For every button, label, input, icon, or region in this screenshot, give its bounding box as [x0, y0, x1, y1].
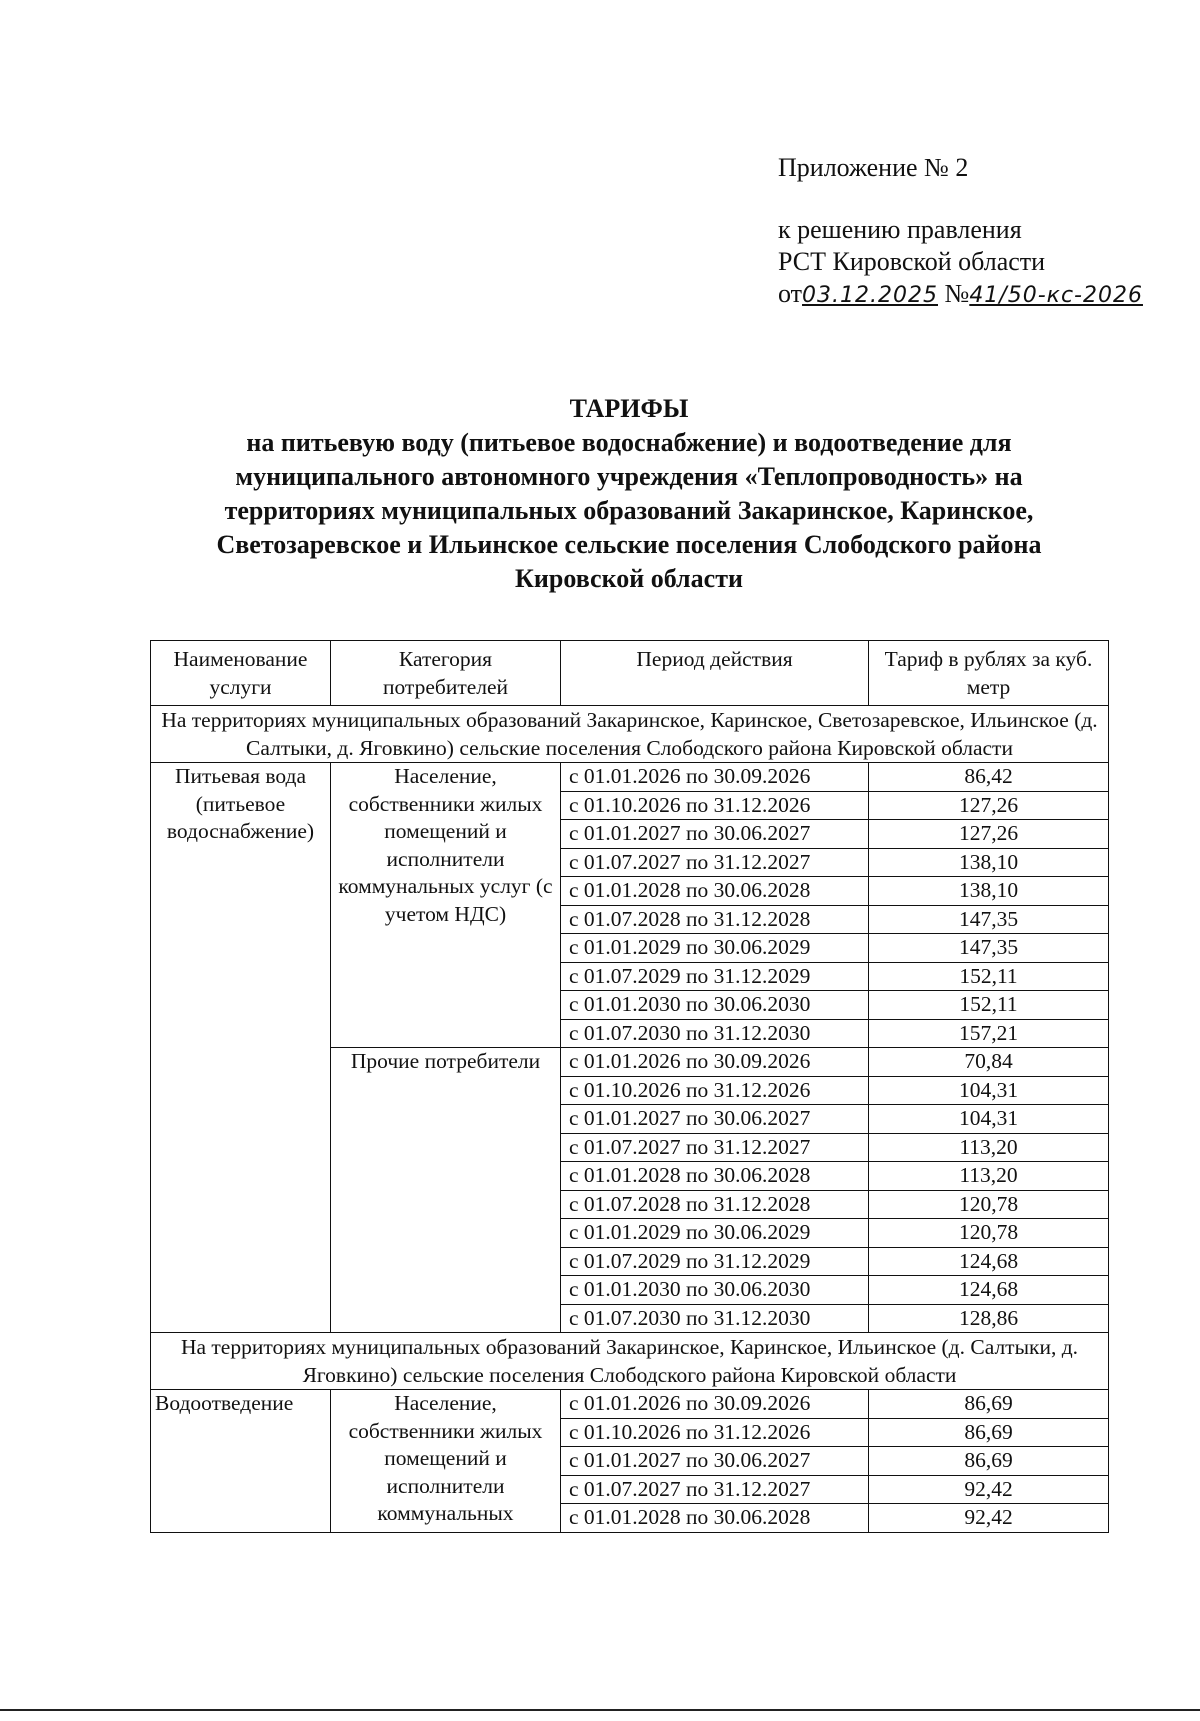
tariff-cell: 157,21 — [869, 1019, 1109, 1048]
section-2-title: На территориях муниципальных образований Закаринское, Каринское, Ильинское (д. Салтыки, д. Яговкино) сельские поселения Слободского района Кировской области — [151, 1333, 1109, 1390]
document-title — [150, 392, 1108, 596]
title-line-2: муниципального автономного учреждения «Теплопроводность» на — [235, 462, 1023, 491]
tariff-cell: 86,69 — [869, 1418, 1109, 1447]
title-heading: ТАРИФЫ — [569, 394, 689, 423]
tariff-cell: 86,42 — [869, 763, 1109, 792]
section-row — [151, 706, 1109, 763]
from-label: от — [778, 279, 803, 308]
period-cell: с 01.01.2027 по 30.06.2027 — [561, 1447, 869, 1476]
tariff-cell: 152,11 — [869, 991, 1109, 1020]
period-cell: с 01.10.2026 по 31.12.2026 — [561, 1418, 869, 1447]
tariff-cell: 104,31 — [869, 1076, 1109, 1105]
period-cell: с 01.10.2026 по 31.12.2026 — [561, 791, 869, 820]
period-cell: с 01.01.2028 по 30.06.2028 — [561, 1504, 869, 1533]
title-line-3: территориях муниципальных образований Закаринское, Каринское, — [224, 496, 1034, 525]
appendix-reference — [778, 278, 1143, 312]
title-line-1: на питьевую воду (питьевое водоснабжение) и водоотведение для — [246, 428, 1012, 457]
category-cell: Население, собственники жилых помещений и исполнители коммунальных — [331, 1390, 561, 1533]
period-cell: с 01.01.2027 по 30.06.2027 — [561, 1105, 869, 1134]
section-1-title: На территориях муниципальных образований Закаринское, Каринское, Светозаревское, Ильинское (д. Салтыки, д. Яговкино) сельские поселения Слободского района Кировской области — [151, 706, 1109, 763]
tariff-cell: 128,86 — [869, 1304, 1109, 1333]
period-cell: с 01.07.2027 по 31.12.2027 — [561, 1133, 869, 1162]
appendix-title: Приложение № 2 — [778, 153, 969, 182]
service-cell: Питьевая вода (питьевое водоснабжение) — [151, 763, 331, 1333]
period-cell: с 01.10.2026 по 31.12.2026 — [561, 1076, 869, 1105]
table-header-row — [151, 641, 1109, 706]
period-cell: с 01.01.2029 по 30.06.2029 — [561, 934, 869, 963]
tariff-cell: 152,11 — [869, 962, 1109, 991]
tariff-cell: 138,10 — [869, 877, 1109, 906]
appendix-block — [778, 152, 1143, 312]
tariff-cell: 70,84 — [869, 1048, 1109, 1077]
decision-number: 41/50-кс-2026 — [969, 283, 1143, 308]
appendix-line-2: РСТ Кировской области — [778, 247, 1046, 276]
header-service: Наименование услуги — [151, 641, 331, 706]
period-cell: с 01.07.2028 по 31.12.2028 — [561, 905, 869, 934]
period-cell: с 01.07.2028 по 31.12.2028 — [561, 1190, 869, 1219]
period-cell: с 01.01.2026 по 30.09.2026 — [561, 1048, 869, 1077]
tariff-cell: 113,20 — [869, 1133, 1109, 1162]
tariff-cell: 92,42 — [869, 1475, 1109, 1504]
tariff-cell: 124,68 — [869, 1247, 1109, 1276]
period-cell: с 01.01.2029 по 30.06.2029 — [561, 1219, 869, 1248]
period-cell: с 01.07.2030 по 31.12.2030 — [561, 1019, 869, 1048]
tariff-cell: 113,20 — [869, 1162, 1109, 1191]
period-cell: с 01.07.2027 по 31.12.2027 — [561, 1475, 869, 1504]
period-cell: с 01.01.2026 по 30.09.2026 — [561, 763, 869, 792]
tariff-cell: 138,10 — [869, 848, 1109, 877]
header-period: Период действия — [561, 641, 869, 706]
period-cell: с 01.01.2030 по 30.06.2030 — [561, 991, 869, 1020]
period-cell: с 01.01.2026 по 30.09.2026 — [561, 1390, 869, 1419]
tariff-cell: 127,26 — [869, 820, 1109, 849]
tariff-cell: 86,69 — [869, 1390, 1109, 1419]
header-tariff: Тариф в рублях за куб. метр — [869, 641, 1109, 706]
period-cell: с 01.07.2030 по 31.12.2030 — [561, 1304, 869, 1333]
period-cell: с 01.07.2027 по 31.12.2027 — [561, 848, 869, 877]
period-cell: с 01.01.2030 по 30.06.2030 — [561, 1276, 869, 1305]
period-cell: с 01.01.2028 по 30.06.2028 — [561, 877, 869, 906]
service-cell: Водоотведение — [151, 1390, 331, 1533]
tariff-cell: 86,69 — [869, 1447, 1109, 1476]
tariff-table — [150, 640, 1109, 1533]
tariff-cell: 120,78 — [869, 1190, 1109, 1219]
appendix-line-1: к решению правления — [778, 215, 1022, 244]
category-cell: Прочие потребители — [331, 1048, 561, 1333]
tariff-cell: 147,35 — [869, 905, 1109, 934]
tariff-cell: 127,26 — [869, 791, 1109, 820]
section-row — [151, 1333, 1109, 1390]
tariff-cell: 124,68 — [869, 1276, 1109, 1305]
title-line-5: Кировской области — [515, 564, 743, 593]
table-row — [151, 1390, 1109, 1419]
page-edge-line — [0, 1709, 1200, 1711]
number-label: № — [944, 279, 970, 308]
period-cell: с 01.01.2027 по 30.06.2027 — [561, 820, 869, 849]
title-line-4: Светозаревское и Ильинское сельские поселения Слободского района — [216, 530, 1042, 559]
table-row — [151, 763, 1109, 792]
header-category: Категория потребителей — [331, 641, 561, 706]
tariff-cell: 120,78 — [869, 1219, 1109, 1248]
period-cell: с 01.07.2029 по 31.12.2029 — [561, 962, 869, 991]
decision-date: 03.12.2025 — [802, 283, 938, 308]
tariff-cell: 104,31 — [869, 1105, 1109, 1134]
period-cell: с 01.01.2028 по 30.06.2028 — [561, 1162, 869, 1191]
category-cell: Население, собственники жилых помещений и исполнители коммунальных услуг (с учетом НДС) — [331, 763, 561, 1048]
tariff-cell: 147,35 — [869, 934, 1109, 963]
period-cell: с 01.07.2029 по 31.12.2029 — [561, 1247, 869, 1276]
tariff-cell: 92,42 — [869, 1504, 1109, 1533]
